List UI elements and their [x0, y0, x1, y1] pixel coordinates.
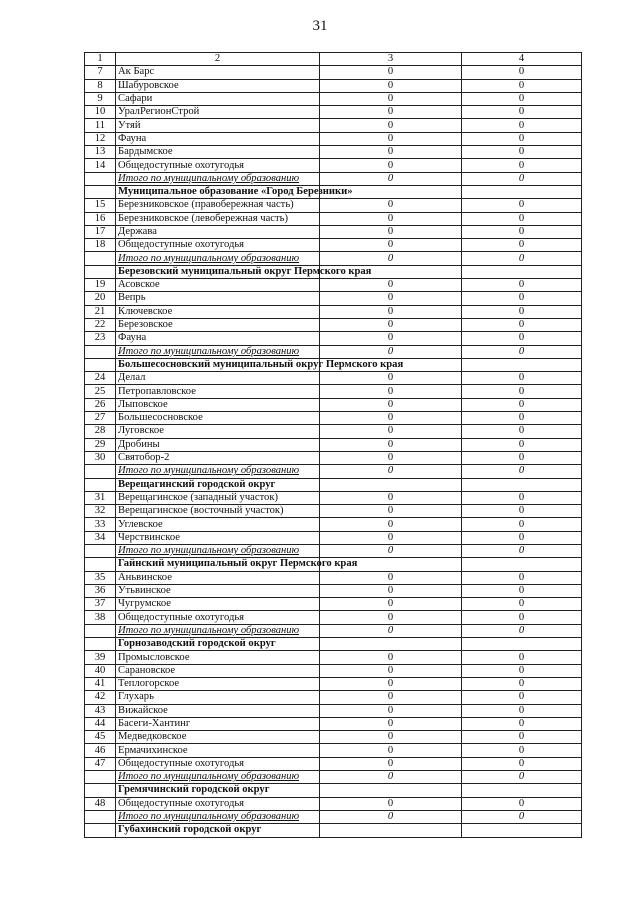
total-row — [85, 624, 582, 637]
row-number — [85, 784, 116, 797]
row-number: 7 — [85, 66, 116, 79]
table-row — [85, 598, 582, 611]
table-row — [85, 757, 582, 770]
section-header-row — [85, 265, 582, 278]
row-col-4-value: 0 — [462, 531, 582, 544]
row-col-3-value: 0 — [320, 757, 462, 770]
row-col-3-value: 0 — [320, 771, 462, 784]
row-col-4-value: 0 — [462, 92, 582, 105]
table-row — [85, 531, 582, 544]
section-header-row — [85, 784, 582, 797]
table-row — [85, 425, 582, 438]
table-header-row — [85, 53, 582, 66]
row-number: 28 — [85, 425, 116, 438]
table-row — [85, 797, 582, 810]
row-name: Утьвинское — [116, 584, 320, 597]
row-name: Общедоступные охотугодья — [116, 239, 320, 252]
row-name: Чугрумское — [116, 598, 320, 611]
row-col-4-value: 0 — [462, 491, 582, 504]
row-col-3-value — [320, 784, 462, 797]
row-name: Общедоступные охотугодья — [116, 159, 320, 172]
row-col-4-value: 0 — [462, 731, 582, 744]
header-col-4: 4 — [462, 53, 582, 66]
section-header-row — [85, 638, 582, 651]
row-number — [85, 185, 116, 198]
row-name: Глухарь — [116, 691, 320, 704]
row-col-3-value: 0 — [320, 451, 462, 464]
row-number: 16 — [85, 212, 116, 225]
row-number: 25 — [85, 385, 116, 398]
row-col-4-value: 0 — [462, 664, 582, 677]
row-number: 9 — [85, 92, 116, 105]
row-name: Гремячинский городской округ — [116, 784, 320, 797]
row-name: Сафари — [116, 92, 320, 105]
table-row — [85, 677, 582, 690]
row-number: 45 — [85, 731, 116, 744]
section-header-row — [85, 824, 582, 837]
row-number: 42 — [85, 691, 116, 704]
row-number: 34 — [85, 531, 116, 544]
row-number — [85, 771, 116, 784]
row-col-3-value: 0 — [320, 465, 462, 478]
row-name: Делал — [116, 372, 320, 385]
table-row — [85, 66, 582, 79]
row-number: 29 — [85, 438, 116, 451]
row-number — [85, 265, 116, 278]
table-row — [85, 491, 582, 504]
table-row — [85, 518, 582, 531]
row-name: Асовское — [116, 279, 320, 292]
row-name: Бардымское — [116, 146, 320, 159]
row-name: Итого по муниципальному образованию — [116, 345, 320, 358]
row-number: 31 — [85, 491, 116, 504]
row-number: 47 — [85, 757, 116, 770]
row-col-4-value: 0 — [462, 810, 582, 823]
total-row — [85, 544, 582, 557]
row-name: Дробины — [116, 438, 320, 451]
row-col-4-value: 0 — [462, 132, 582, 145]
row-col-4-value: 0 — [462, 79, 582, 92]
row-number: 37 — [85, 598, 116, 611]
table-row — [85, 717, 582, 730]
row-number — [85, 478, 116, 491]
total-row — [85, 172, 582, 185]
hunting-grounds-table — [84, 52, 582, 838]
row-col-3-value: 0 — [320, 704, 462, 717]
row-name: Губахинский городской округ — [116, 824, 320, 837]
row-col-3-value: 0 — [320, 571, 462, 584]
total-row — [85, 465, 582, 478]
row-number: 27 — [85, 412, 116, 425]
row-col-3-value: 0 — [320, 412, 462, 425]
row-col-4-value: 0 — [462, 451, 582, 464]
row-number — [85, 465, 116, 478]
row-number — [85, 558, 116, 571]
row-number: 23 — [85, 332, 116, 345]
row-col-4-value — [462, 478, 582, 491]
row-col-3-value: 0 — [320, 717, 462, 730]
row-number: 18 — [85, 239, 116, 252]
row-col-3-value: 0 — [320, 598, 462, 611]
row-col-4-value: 0 — [462, 385, 582, 398]
section-header-row — [85, 478, 582, 491]
row-col-4-value: 0 — [462, 598, 582, 611]
table-row — [85, 412, 582, 425]
row-col-4-value: 0 — [462, 106, 582, 119]
row-number: 20 — [85, 292, 116, 305]
row-col-3-value: 0 — [320, 438, 462, 451]
row-col-3-value: 0 — [320, 584, 462, 597]
row-name: Верещагинское (западный участок) — [116, 491, 320, 504]
row-name: Общедоступные охотугодья — [116, 757, 320, 770]
row-col-4-value: 0 — [462, 691, 582, 704]
table-row — [85, 305, 582, 318]
row-name: Луговское — [116, 425, 320, 438]
row-number: 12 — [85, 132, 116, 145]
row-col-3-value: 0 — [320, 425, 462, 438]
row-col-4-value: 0 — [462, 119, 582, 132]
row-col-4-value: 0 — [462, 252, 582, 265]
row-number: 30 — [85, 451, 116, 464]
row-name: Итого по муниципальному образованию — [116, 172, 320, 185]
row-col-3-value — [320, 824, 462, 837]
table-row — [85, 132, 582, 145]
row-name: Березниковское (правобережная часть) — [116, 199, 320, 212]
row-col-3-value: 0 — [320, 305, 462, 318]
row-col-4-value — [462, 265, 582, 278]
row-col-4-value — [462, 358, 582, 371]
row-col-4-value: 0 — [462, 372, 582, 385]
total-row — [85, 252, 582, 265]
row-col-4-value: 0 — [462, 757, 582, 770]
row-number: 13 — [85, 146, 116, 159]
row-name: Итого по муниципальному образованию — [116, 544, 320, 557]
row-name: Лыповское — [116, 398, 320, 411]
row-number: 35 — [85, 571, 116, 584]
table-row — [85, 146, 582, 159]
row-col-3-value — [320, 638, 462, 651]
row-col-4-value — [462, 185, 582, 198]
row-number: 48 — [85, 797, 116, 810]
row-col-3-value: 0 — [320, 252, 462, 265]
row-col-3-value: 0 — [320, 677, 462, 690]
row-col-4-value: 0 — [462, 292, 582, 305]
table-row — [85, 438, 582, 451]
row-number: 22 — [85, 318, 116, 331]
row-number — [85, 824, 116, 837]
row-name: Ключевское — [116, 305, 320, 318]
row-col-3-value: 0 — [320, 119, 462, 132]
row-name: Березниковское (левобережная часть) — [116, 212, 320, 225]
row-name: Березовский муниципальный округ Пермского края — [116, 265, 320, 278]
header-col-3: 3 — [320, 53, 462, 66]
row-col-4-value — [462, 784, 582, 797]
row-col-4-value: 0 — [462, 159, 582, 172]
section-header-row — [85, 185, 582, 198]
row-col-3-value: 0 — [320, 797, 462, 810]
row-col-4-value: 0 — [462, 305, 582, 318]
row-name: Итого по муниципальному образованию — [116, 252, 320, 265]
row-name: Петропавловское — [116, 385, 320, 398]
table-row — [85, 505, 582, 518]
page-number: 31 — [312, 18, 328, 34]
row-number: 46 — [85, 744, 116, 757]
row-col-3-value: 0 — [320, 651, 462, 664]
total-row — [85, 771, 582, 784]
row-col-3-value: 0 — [320, 172, 462, 185]
table-row — [85, 398, 582, 411]
table-row — [85, 292, 582, 305]
row-col-4-value: 0 — [462, 677, 582, 690]
row-col-4-value: 0 — [462, 611, 582, 624]
row-col-4-value: 0 — [462, 505, 582, 518]
table-row — [85, 664, 582, 677]
row-number — [85, 544, 116, 557]
row-name: Святобор-2 — [116, 451, 320, 464]
table-row — [85, 119, 582, 132]
row-name: Итого по муниципальному образованию — [116, 465, 320, 478]
row-col-3-value: 0 — [320, 385, 462, 398]
table-row — [85, 79, 582, 92]
row-name: Березовское — [116, 318, 320, 331]
row-name: Общедоступные охотугодья — [116, 611, 320, 624]
row-col-3-value: 0 — [320, 691, 462, 704]
row-number: 14 — [85, 159, 116, 172]
row-number: 17 — [85, 225, 116, 238]
row-name: Верещагинский городской округ — [116, 478, 320, 491]
row-col-4-value: 0 — [462, 544, 582, 557]
row-col-4-value: 0 — [462, 584, 582, 597]
row-name: Общедоступные охотугодья — [116, 797, 320, 810]
row-col-4-value: 0 — [462, 318, 582, 331]
row-name: Медведковское — [116, 731, 320, 744]
row-name: Итого по муниципальному образованию — [116, 771, 320, 784]
row-number: 8 — [85, 79, 116, 92]
row-col-4-value: 0 — [462, 239, 582, 252]
row-col-4-value: 0 — [462, 518, 582, 531]
row-number: 15 — [85, 199, 116, 212]
row-col-4-value — [462, 824, 582, 837]
row-name: Углевское — [116, 518, 320, 531]
total-row — [85, 345, 582, 358]
table-row — [85, 691, 582, 704]
row-number: 26 — [85, 398, 116, 411]
table-row — [85, 318, 582, 331]
row-col-3-value — [320, 478, 462, 491]
table-row — [85, 584, 582, 597]
row-col-3-value: 0 — [320, 810, 462, 823]
table-row — [85, 159, 582, 172]
row-col-4-value: 0 — [462, 279, 582, 292]
row-name: Утяй — [116, 119, 320, 132]
row-number: 40 — [85, 664, 116, 677]
row-number: 36 — [85, 584, 116, 597]
row-col-4-value: 0 — [462, 332, 582, 345]
row-col-3-value: 0 — [320, 92, 462, 105]
table-row — [85, 225, 582, 238]
table-row — [85, 106, 582, 119]
row-col-4-value: 0 — [462, 412, 582, 425]
row-number: 43 — [85, 704, 116, 717]
section-header-row — [85, 558, 582, 571]
row-col-3-value: 0 — [320, 372, 462, 385]
row-number — [85, 345, 116, 358]
table-row — [85, 611, 582, 624]
table-row — [85, 744, 582, 757]
row-name: Теплогорское — [116, 677, 320, 690]
row-col-4-value: 0 — [462, 425, 582, 438]
table-row — [85, 239, 582, 252]
table-row — [85, 279, 582, 292]
row-number — [85, 358, 116, 371]
row-number — [85, 252, 116, 265]
row-col-3-value: 0 — [320, 239, 462, 252]
row-col-3-value: 0 — [320, 491, 462, 504]
row-col-3-value: 0 — [320, 624, 462, 637]
row-col-4-value: 0 — [462, 571, 582, 584]
row-col-3-value: 0 — [320, 345, 462, 358]
row-col-4-value: 0 — [462, 465, 582, 478]
row-col-4-value: 0 — [462, 744, 582, 757]
row-number — [85, 624, 116, 637]
row-col-3-value: 0 — [320, 159, 462, 172]
row-name: Гайнский муниципальный округ Пермского края — [116, 558, 320, 571]
row-col-3-value: 0 — [320, 225, 462, 238]
row-number: 33 — [85, 518, 116, 531]
row-name: Итого по муниципальному образованию — [116, 810, 320, 823]
row-number: 19 — [85, 279, 116, 292]
row-col-3-value: 0 — [320, 505, 462, 518]
row-col-3-value: 0 — [320, 664, 462, 677]
header-col-1: 1 — [85, 53, 116, 66]
row-col-3-value: 0 — [320, 518, 462, 531]
row-col-3-value: 0 — [320, 731, 462, 744]
row-col-3-value: 0 — [320, 292, 462, 305]
row-name: Басеги-Хантинг — [116, 717, 320, 730]
row-name: Фауна — [116, 332, 320, 345]
row-col-3-value: 0 — [320, 744, 462, 757]
row-number: 11 — [85, 119, 116, 132]
row-col-3-value: 0 — [320, 106, 462, 119]
header-col-2: 2 — [116, 53, 320, 66]
row-col-4-value: 0 — [462, 704, 582, 717]
row-number — [85, 172, 116, 185]
row-col-4-value: 0 — [462, 398, 582, 411]
row-col-4-value: 0 — [462, 717, 582, 730]
row-col-4-value: 0 — [462, 797, 582, 810]
table-row — [85, 332, 582, 345]
row-col-3-value: 0 — [320, 146, 462, 159]
table-row — [85, 451, 582, 464]
row-col-3-value: 0 — [320, 544, 462, 557]
row-name: Муниципальное образование «Город Березники» — [116, 185, 320, 198]
row-col-4-value: 0 — [462, 771, 582, 784]
row-name: Держава — [116, 225, 320, 238]
row-number: 41 — [85, 677, 116, 690]
row-col-4-value: 0 — [462, 212, 582, 225]
row-number: 44 — [85, 717, 116, 730]
row-col-4-value: 0 — [462, 624, 582, 637]
row-col-4-value — [462, 638, 582, 651]
table-row — [85, 385, 582, 398]
row-number: 24 — [85, 372, 116, 385]
row-name: Большесосновский муниципальный округ Пермского края — [116, 358, 320, 371]
row-name: Шабуровское — [116, 79, 320, 92]
row-name: Аньвинское — [116, 571, 320, 584]
row-col-3-value: 0 — [320, 132, 462, 145]
total-row — [85, 810, 582, 823]
row-col-3-value: 0 — [320, 398, 462, 411]
row-col-3-value: 0 — [320, 199, 462, 212]
row-col-3-value: 0 — [320, 79, 462, 92]
table-row — [85, 731, 582, 744]
row-name: Верещагинское (восточный участок) — [116, 505, 320, 518]
row-col-4-value: 0 — [462, 345, 582, 358]
row-col-3-value: 0 — [320, 279, 462, 292]
row-name: Горнозаводский городской округ — [116, 638, 320, 651]
row-name: Вижайское — [116, 704, 320, 717]
row-name: Сарановское — [116, 664, 320, 677]
row-name: Ак Барс — [116, 66, 320, 79]
table-row — [85, 571, 582, 584]
row-col-3-value: 0 — [320, 611, 462, 624]
table-body — [85, 53, 582, 838]
row-name: Ермачихинское — [116, 744, 320, 757]
table-row — [85, 372, 582, 385]
row-number: 21 — [85, 305, 116, 318]
row-number: 32 — [85, 505, 116, 518]
row-col-4-value: 0 — [462, 225, 582, 238]
row-name: УралРегионСтрой — [116, 106, 320, 119]
row-col-4-value: 0 — [462, 66, 582, 79]
row-col-4-value: 0 — [462, 438, 582, 451]
row-number: 38 — [85, 611, 116, 624]
row-col-3-value: 0 — [320, 212, 462, 225]
row-name: Промысловское — [116, 651, 320, 664]
row-col-3-value: 0 — [320, 531, 462, 544]
row-col-4-value: 0 — [462, 172, 582, 185]
section-header-row — [85, 358, 582, 371]
row-col-4-value: 0 — [462, 146, 582, 159]
row-col-4-value: 0 — [462, 651, 582, 664]
row-number — [85, 638, 116, 651]
row-col-3-value: 0 — [320, 318, 462, 331]
row-col-4-value — [462, 558, 582, 571]
row-col-3-value: 0 — [320, 66, 462, 79]
row-name: Фауна — [116, 132, 320, 145]
table-row — [85, 704, 582, 717]
row-number: 10 — [85, 106, 116, 119]
row-name: Итого по муниципальному образованию — [116, 624, 320, 637]
row-number: 39 — [85, 651, 116, 664]
row-number — [85, 810, 116, 823]
table-row — [85, 651, 582, 664]
table-row — [85, 212, 582, 225]
table-row — [85, 199, 582, 212]
table-row — [85, 92, 582, 105]
row-name: Черствинское — [116, 531, 320, 544]
row-name: Большесосновское — [116, 412, 320, 425]
row-col-4-value: 0 — [462, 199, 582, 212]
row-name: Вепрь — [116, 292, 320, 305]
row-col-3-value: 0 — [320, 332, 462, 345]
